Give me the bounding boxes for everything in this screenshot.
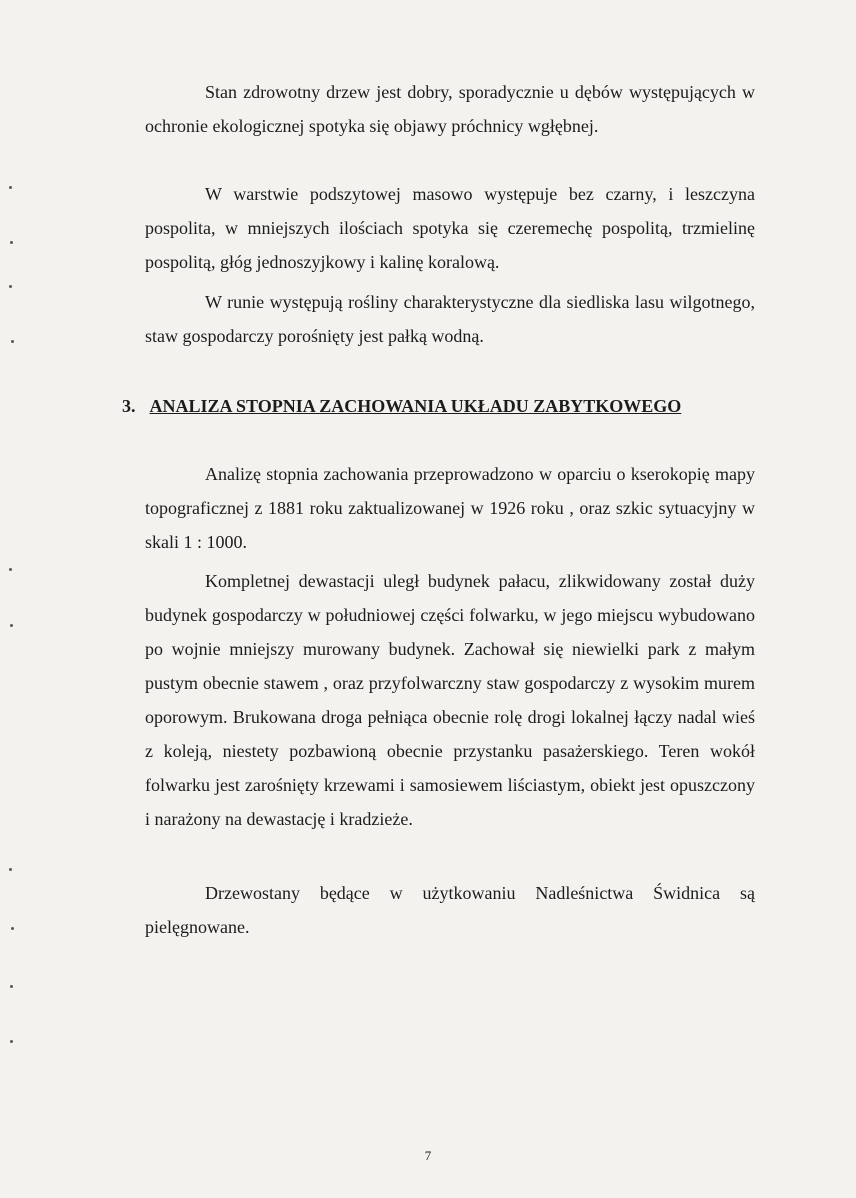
page-number: 7 xyxy=(424,1148,432,1163)
scan-speck xyxy=(9,568,12,571)
paragraph-undergrowth: W warstwie podszytowej masowo występuje bez czarny, i leszczyna pospolita, w mniejszych ilościach spotyka się czeremechę pospolitą, trzmielinę pospolitą, głóg jednoszyjkowy i kalinę koralową. xyxy=(145,184,755,272)
scan-speck xyxy=(10,241,13,244)
scan-speck xyxy=(10,624,13,627)
scan-speck xyxy=(10,985,13,988)
paragraph-ground-cover: W runie występują rośliny charakterystyczne dla siedliska lasu wilgotnego, staw gospodarczy porośnięty jest pałką wodną. xyxy=(145,292,755,346)
paragraph-forest-stands: Drzewostany będące w użytkowaniu Nadleśnictwa Świdnica są pielęgnowane. xyxy=(145,883,755,937)
section-title: ANALIZA STOPNIA ZACHOWANIA UKŁADU ZABYTKOWEGO xyxy=(149,396,682,416)
scan-speck xyxy=(9,868,12,871)
scan-speck xyxy=(11,340,14,343)
scan-speck xyxy=(9,186,12,189)
scan-speck xyxy=(11,927,14,930)
scan-speck xyxy=(9,285,12,288)
paragraph-analysis-basis: Analizę stopnia zachowania przeprowadzono w oparciu o kserokopię mapy topograficznej z 1881 roku zaktualizowanej w 1926 roku , oraz szkic sytuacyjny w skali 1 : 1000. xyxy=(145,464,755,552)
paragraph-devastation: Kompletnej dewastacji uległ budynek pałacu, zlikwidowany został duży budynek gospodarczy w południowej części folwarku, w jego miejscu wybudowano po wojnie mniejszy murowany budynek. Zachował się niewielki park z małym pustym obecnie stawem , oraz przyfolwarczny staw gospodarczy z wysokim murem oporowym. Brukowana droga pełniąca obecnie rolę drogi lokalnej łączy nadal wieś z koleją, niestety pozbawioną obecnie przystanku pasażerskiego. Teren wokół folwarku jest zarośnięty krzewami i samosiewem liściastym, obiekt jest opuszczony i narażony na dewastację i kradzieże. xyxy=(145,571,755,829)
paragraph-tree-health: Stan zdrowotny drzew jest dobry, sporadycznie u dębów występujących w ochronie ekologicznej spotyka się objawy próchnicy wgłębnej. xyxy=(145,82,755,136)
section-heading xyxy=(122,393,681,419)
section-number: 3. xyxy=(122,396,136,416)
scan-speck xyxy=(10,1040,13,1043)
